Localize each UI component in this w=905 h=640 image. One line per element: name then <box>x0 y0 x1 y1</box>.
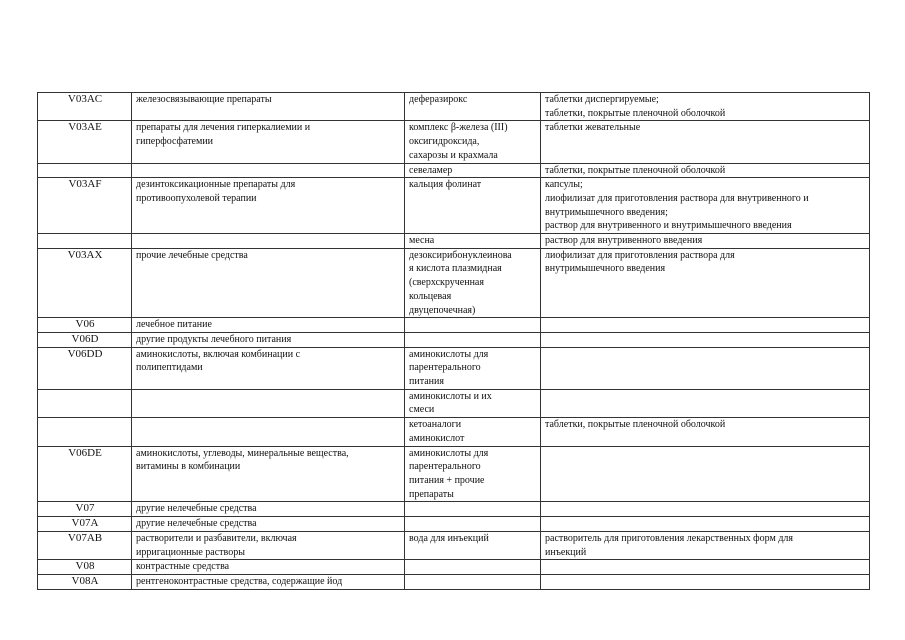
pharmacological-group-line: другие продукты лечебного питания <box>136 333 292 345</box>
pharmacological-group-line: гиперфосфатемии <box>136 136 214 148</box>
table-row <box>38 517 870 532</box>
table-row <box>38 318 870 333</box>
drug-name-line: дезоксирибонуклеинова <box>409 249 512 261</box>
drug-name-line: аминокислот <box>409 432 465 444</box>
pharmacological-group-line: лечебное питание <box>136 319 212 331</box>
dosage-form-cell <box>541 178 870 234</box>
atc-code-cell: V07A <box>38 517 132 532</box>
drug-name-line: комплекс β-железа (III) <box>409 122 508 134</box>
dosage-form-cell <box>541 318 870 333</box>
table-row <box>38 163 870 178</box>
pharmacological-group-cell <box>132 517 405 532</box>
drug-name-cell <box>405 234 541 249</box>
drug-name-cell <box>405 178 541 234</box>
pharmacological-group-line: растворители и разбавители, включая <box>136 532 297 544</box>
dosage-form-cell <box>541 93 870 121</box>
dosage-form-line: раствор для внутривенного и внутримышечного введения <box>545 220 792 232</box>
pharmacological-group-line: препараты для лечения гиперкалиемии и <box>136 122 311 134</box>
pharmacological-group-line: прочие лечебные средства <box>136 249 248 261</box>
dosage-form-cell <box>541 560 870 575</box>
pharmacological-group-cell <box>132 574 405 589</box>
atc-code-cell <box>38 389 132 417</box>
table-row <box>38 248 870 318</box>
atc-code-cell: V06 <box>38 318 132 333</box>
drug-name-line: парентерального <box>409 362 481 374</box>
drug-name-line: (сверхскрученная <box>409 277 484 289</box>
drug-name-line: аминокислоты и их <box>409 390 492 402</box>
pharmacological-group-cell <box>132 347 405 389</box>
drug-name-line: оксигидроксида, <box>409 136 480 148</box>
pharmacological-group-cell <box>132 178 405 234</box>
drug-name-line: двуцепочечная) <box>409 304 476 316</box>
pharmacological-group-line: аминокислоты, включая комбинации с <box>136 348 301 360</box>
atc-code-cell: V08A <box>38 574 132 589</box>
dosage-form-line: внутримышечного введения <box>545 263 666 275</box>
drug-name-cell <box>405 347 541 389</box>
dosage-form-cell <box>541 574 870 589</box>
drug-name-line: месна <box>409 235 435 247</box>
drug-name-line: смеси <box>409 404 435 416</box>
drug-name-cell <box>405 163 541 178</box>
atc-code-cell: V06DD <box>38 347 132 389</box>
dosage-form-line: раствор для внутривенного введения <box>545 235 703 247</box>
pharmacological-group-cell <box>132 502 405 517</box>
dosage-form-cell <box>541 248 870 318</box>
dosage-form-line: таблетки, покрытые пленочной оболочкой <box>545 164 726 176</box>
drug-name-line: сахарозы и крахмала <box>409 149 498 161</box>
table-row <box>38 574 870 589</box>
pharmacological-group-line: полипептидами <box>136 362 203 374</box>
atc-code-cell: V07 <box>38 502 132 517</box>
table-row <box>38 234 870 249</box>
dosage-form-cell <box>541 234 870 249</box>
drug-name-cell <box>405 531 541 559</box>
table-row <box>38 418 870 446</box>
drug-name-line: кольцевая <box>409 290 452 302</box>
pharmacological-group-line: ирригационные растворы <box>136 546 245 558</box>
dosage-form-cell <box>541 163 870 178</box>
drug-name-cell <box>405 560 541 575</box>
pharmacological-group-cell <box>132 93 405 121</box>
table-row <box>38 332 870 347</box>
atc-drug-table <box>37 92 870 590</box>
table-row <box>38 446 870 502</box>
atc-code-cell: V07AB <box>38 531 132 559</box>
drug-name-cell <box>405 93 541 121</box>
atc-code-cell: V03AX <box>38 248 132 318</box>
dosage-form-line: лиофилизат для приготовления раствора для внутривенного и <box>545 192 809 204</box>
table-row <box>38 347 870 389</box>
atc-code-cell: V08 <box>38 560 132 575</box>
pharmacological-group-line: контрастные средства <box>136 561 230 573</box>
dosage-form-line: таблетки, покрытые пленочной оболочкой <box>545 419 726 431</box>
pharmacological-group-cell <box>132 234 405 249</box>
dosage-form-line: растворитель для приготовления лекарственных форм для <box>545 532 794 544</box>
drug-name-line: кетоаналоги <box>409 419 462 431</box>
pharmacological-group-line: противоопухолевой терапии <box>136 192 257 204</box>
drug-name-line: питания <box>409 376 444 388</box>
drug-name-line: аминокислоты для <box>409 447 489 459</box>
dosage-form-line: таблетки диспергируемые; <box>545 94 659 105</box>
pharmacological-group-line: витамины в комбинации <box>136 461 241 473</box>
drug-name-line: севеламер <box>409 164 453 176</box>
dosage-form-cell <box>541 502 870 517</box>
table-row <box>38 502 870 517</box>
drug-name-cell <box>405 248 541 318</box>
dosage-form-cell <box>541 332 870 347</box>
dosage-form-cell <box>541 446 870 502</box>
pharmacological-group-cell <box>132 560 405 575</box>
drug-name-line: кальция фолинат <box>409 179 482 191</box>
atc-code-cell <box>38 234 132 249</box>
table-row <box>38 121 870 163</box>
dosage-form-line: таблетки, покрытые пленочной оболочкой <box>545 107 726 119</box>
dosage-form-line: лиофилизат для приготовления раствора для <box>545 249 735 261</box>
dosage-form-cell <box>541 347 870 389</box>
pharmacological-group-line: другие нелечебные средства <box>136 503 257 515</box>
table-row <box>38 560 870 575</box>
pharmacological-group-line: рентгеноконтрастные средства, содержащие йод <box>136 575 343 587</box>
drug-name-cell <box>405 418 541 446</box>
pharmacological-group-cell <box>132 446 405 502</box>
atc-code-cell: V06D <box>38 332 132 347</box>
pharmacological-group-cell <box>132 531 405 559</box>
pharmacological-group-line: железосвязывающие препараты <box>136 94 272 105</box>
pharmacological-group-cell <box>132 121 405 163</box>
drug-name-line: препараты <box>409 488 454 500</box>
dosage-form-cell <box>541 121 870 163</box>
dosage-form-line: внутримышечного введения; <box>545 206 668 218</box>
dosage-form-cell <box>541 517 870 532</box>
drug-name-cell <box>405 389 541 417</box>
dosage-form-line: инъекций <box>545 546 587 558</box>
drug-name-cell <box>405 332 541 347</box>
dosage-form-cell <box>541 389 870 417</box>
pharmacological-group-cell <box>132 248 405 318</box>
pharmacological-group-line: аминокислоты, углеводы, минеральные вещества, <box>136 447 349 459</box>
drug-name-line: питания + прочие <box>409 474 485 486</box>
drug-name-line: парентерального <box>409 461 481 473</box>
table-row <box>38 531 870 559</box>
drug-name-cell <box>405 574 541 589</box>
drug-name-cell <box>405 502 541 517</box>
pharmacological-group-cell <box>132 332 405 347</box>
dosage-form-line: капсулы; <box>545 179 583 191</box>
drug-name-line: вода для инъекций <box>409 532 489 544</box>
pharmacological-group-cell <box>132 163 405 178</box>
drug-name-cell <box>405 318 541 333</box>
pharmacological-group-cell <box>132 318 405 333</box>
drug-name-line: аминокислоты для <box>409 348 489 360</box>
atc-table-body <box>38 93 870 590</box>
pharmacological-group-line: другие нелечебные средства <box>136 518 257 530</box>
drug-name-cell <box>405 446 541 502</box>
dosage-form-cell <box>541 418 870 446</box>
drug-name-cell <box>405 121 541 163</box>
atc-code-cell <box>38 418 132 446</box>
table-row <box>38 389 870 417</box>
pharmacological-group-cell <box>132 389 405 417</box>
atc-code-cell: V06DE <box>38 446 132 502</box>
dosage-form-line: таблетки жевательные <box>545 122 641 134</box>
atc-code-cell: V03AF <box>38 178 132 234</box>
pharmacological-group-cell <box>132 418 405 446</box>
dosage-form-cell <box>541 531 870 559</box>
pharmacological-group-line: дезинтоксикационные препараты для <box>136 179 296 191</box>
drug-name-line: деферазирокс <box>409 94 468 105</box>
table-row <box>38 93 870 121</box>
atc-code-cell: V03AE <box>38 121 132 163</box>
atc-code-cell: V03AC <box>38 93 132 121</box>
drug-name-cell <box>405 517 541 532</box>
drug-name-line: я кислота плазмидная <box>409 263 502 275</box>
atc-code-cell <box>38 163 132 178</box>
table-row <box>38 178 870 234</box>
